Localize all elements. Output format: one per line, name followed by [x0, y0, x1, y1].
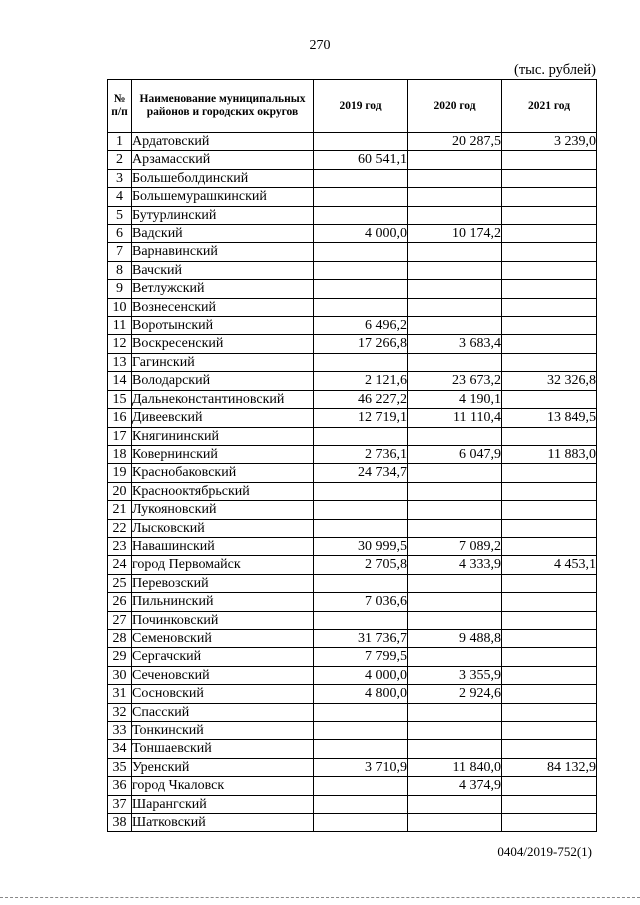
row-number: 17 — [108, 427, 132, 445]
row-number: 29 — [108, 648, 132, 666]
value-2019: 24 734,7 — [314, 464, 408, 482]
value-2019 — [314, 169, 408, 187]
table-row — [108, 703, 597, 721]
value-2019: 30 999,5 — [314, 537, 408, 555]
district-name: Гагинский — [132, 353, 314, 371]
row-number: 35 — [108, 758, 132, 776]
value-2021 — [502, 519, 597, 537]
district-name: Ардатовский — [132, 133, 314, 151]
district-name: Уренский — [132, 758, 314, 776]
value-2020 — [408, 740, 502, 758]
district-name: Навашинский — [132, 537, 314, 555]
district-name: Лукояновский — [132, 501, 314, 519]
value-2021 — [502, 390, 597, 408]
district-name: Большемурашкинский — [132, 188, 314, 206]
row-number: 1 — [108, 133, 132, 151]
value-2019: 4 000,0 — [314, 225, 408, 243]
district-name: Воскресенский — [132, 335, 314, 353]
value-2021 — [502, 464, 597, 482]
table-row — [108, 722, 597, 740]
value-2019: 4 000,0 — [314, 666, 408, 684]
table-row — [108, 482, 597, 500]
value-2019 — [314, 261, 408, 279]
row-number: 10 — [108, 298, 132, 316]
page-number: 270 — [309, 38, 331, 53]
table-row — [108, 556, 597, 574]
value-2019: 12 719,1 — [314, 409, 408, 427]
value-2020: 3 683,4 — [408, 335, 502, 353]
value-2021 — [502, 593, 597, 611]
value-2021: 13 849,5 — [502, 409, 597, 427]
table-row — [108, 427, 597, 445]
value-2019 — [314, 188, 408, 206]
table-header-row — [108, 80, 597, 133]
value-2021 — [502, 814, 597, 832]
value-2021 — [502, 188, 597, 206]
value-2021 — [502, 795, 597, 813]
value-2019 — [314, 206, 408, 224]
value-2020 — [408, 501, 502, 519]
document-code: 0404/2019-752(1) — [497, 844, 592, 859]
value-2021: 11 883,0 — [502, 445, 597, 463]
value-2021: 3 239,0 — [502, 133, 597, 151]
table-row — [108, 133, 597, 151]
value-2021 — [502, 243, 597, 261]
district-name: Арзамасский — [132, 151, 314, 169]
row-number: 37 — [108, 795, 132, 813]
district-name: Воротынский — [132, 317, 314, 335]
value-2019 — [314, 722, 408, 740]
table-row — [108, 537, 597, 555]
row-number: 38 — [108, 814, 132, 832]
value-2019: 31 736,7 — [314, 629, 408, 647]
value-2021 — [502, 151, 597, 169]
table-row — [108, 593, 597, 611]
row-number: 27 — [108, 611, 132, 629]
value-2020: 4 374,9 — [408, 777, 502, 795]
row-number: 25 — [108, 574, 132, 592]
table-row — [108, 501, 597, 519]
row-number: 28 — [108, 629, 132, 647]
district-name: Вознесенский — [132, 298, 314, 316]
table-row — [108, 151, 597, 169]
table-row — [108, 777, 597, 795]
table-row — [108, 445, 597, 463]
district-name: Володарский — [132, 372, 314, 390]
value-2020 — [408, 703, 502, 721]
value-2019 — [314, 814, 408, 832]
value-2020: 4 190,1 — [408, 390, 502, 408]
row-number: 12 — [108, 335, 132, 353]
district-name: Краснооктябрьский — [132, 482, 314, 500]
value-2019 — [314, 280, 408, 298]
value-2020 — [408, 593, 502, 611]
value-2019 — [314, 795, 408, 813]
value-2021 — [502, 353, 597, 371]
value-2020: 10 174,2 — [408, 225, 502, 243]
value-2020: 2 924,6 — [408, 685, 502, 703]
row-number: 20 — [108, 482, 132, 500]
value-2021: 4 453,1 — [502, 556, 597, 574]
row-number: 22 — [108, 519, 132, 537]
value-2019: 60 541,1 — [314, 151, 408, 169]
value-2020 — [408, 169, 502, 187]
district-name: Ковернинский — [132, 445, 314, 463]
table-row — [108, 629, 597, 647]
row-number: 30 — [108, 666, 132, 684]
header-2019: 2019 год — [314, 80, 408, 133]
row-number: 6 — [108, 225, 132, 243]
district-name: Краснобаковский — [132, 464, 314, 482]
value-2020 — [408, 722, 502, 740]
table-row — [108, 409, 597, 427]
value-2019 — [314, 519, 408, 537]
row-number: 3 — [108, 169, 132, 187]
table-row — [108, 814, 597, 832]
header-num: № п/п — [108, 80, 132, 133]
value-2021 — [502, 225, 597, 243]
row-number: 32 — [108, 703, 132, 721]
value-2020 — [408, 574, 502, 592]
value-2019: 17 266,8 — [314, 335, 408, 353]
row-number: 9 — [108, 280, 132, 298]
table-row — [108, 298, 597, 316]
value-2019: 3 710,9 — [314, 758, 408, 776]
value-2021 — [502, 501, 597, 519]
row-number: 26 — [108, 593, 132, 611]
value-2020: 23 673,2 — [408, 372, 502, 390]
table-body — [108, 133, 597, 832]
district-name: Сосновский — [132, 685, 314, 703]
budget-table — [107, 79, 597, 832]
value-2019: 7 799,5 — [314, 648, 408, 666]
value-2021 — [502, 666, 597, 684]
district-name: Вадский — [132, 225, 314, 243]
value-2019: 46 227,2 — [314, 390, 408, 408]
row-number: 7 — [108, 243, 132, 261]
value-2020 — [408, 261, 502, 279]
value-2020 — [408, 814, 502, 832]
header-name: Наименование муниципальных районов и городских округов — [132, 80, 314, 133]
value-2020 — [408, 243, 502, 261]
district-name: город Первомайск — [132, 556, 314, 574]
row-number: 23 — [108, 537, 132, 555]
value-2019 — [314, 501, 408, 519]
district-name: Большеболдинский — [132, 169, 314, 187]
row-number: 8 — [108, 261, 132, 279]
table-row — [108, 390, 597, 408]
district-name: Дальнеконстантиновский — [132, 390, 314, 408]
value-2020: 3 355,9 — [408, 666, 502, 684]
row-number: 16 — [108, 409, 132, 427]
table-row — [108, 188, 597, 206]
district-name: Лысковский — [132, 519, 314, 537]
value-2019: 2 705,8 — [314, 556, 408, 574]
table-row — [108, 519, 597, 537]
value-2021 — [502, 169, 597, 187]
row-number: 21 — [108, 501, 132, 519]
value-2021 — [502, 629, 597, 647]
value-2021 — [502, 335, 597, 353]
row-number: 34 — [108, 740, 132, 758]
table-row — [108, 353, 597, 371]
value-2020: 11 110,4 — [408, 409, 502, 427]
value-2019 — [314, 298, 408, 316]
value-2021 — [502, 648, 597, 666]
value-2020 — [408, 611, 502, 629]
value-2021 — [502, 574, 597, 592]
value-2020 — [408, 188, 502, 206]
value-2019 — [314, 482, 408, 500]
row-number: 19 — [108, 464, 132, 482]
value-2021 — [502, 280, 597, 298]
row-number: 5 — [108, 206, 132, 224]
table-row — [108, 666, 597, 684]
value-2021 — [502, 206, 597, 224]
value-2020 — [408, 317, 502, 335]
value-2019 — [314, 740, 408, 758]
table-row — [108, 280, 597, 298]
table-row — [108, 317, 597, 335]
district-name: Тонкинский — [132, 722, 314, 740]
value-2020: 9 488,8 — [408, 629, 502, 647]
table-row — [108, 372, 597, 390]
district-name: город Чкаловск — [132, 777, 314, 795]
row-number: 11 — [108, 317, 132, 335]
table-row — [108, 243, 597, 261]
district-name: Тоншаевский — [132, 740, 314, 758]
row-number: 13 — [108, 353, 132, 371]
value-2021 — [502, 427, 597, 445]
value-2020: 7 089,2 — [408, 537, 502, 555]
header-2020: 2020 год — [408, 80, 502, 133]
table-row — [108, 574, 597, 592]
table-row — [108, 648, 597, 666]
value-2020 — [408, 280, 502, 298]
value-2021 — [502, 261, 597, 279]
table-row — [108, 206, 597, 224]
table-row — [108, 169, 597, 187]
value-2021: 84 132,9 — [502, 758, 597, 776]
value-2020 — [408, 427, 502, 445]
district-name: Сеченовский — [132, 666, 314, 684]
table-row — [108, 795, 597, 813]
row-number: 31 — [108, 685, 132, 703]
row-number: 24 — [108, 556, 132, 574]
units-label: (тыс. рублей) — [514, 62, 596, 78]
district-name: Спасский — [132, 703, 314, 721]
district-name: Бутурлинский — [132, 206, 314, 224]
value-2021 — [502, 685, 597, 703]
district-name: Семеновский — [132, 629, 314, 647]
value-2020 — [408, 151, 502, 169]
table-row — [108, 740, 597, 758]
value-2021 — [502, 722, 597, 740]
value-2019 — [314, 574, 408, 592]
bottom-divider — [0, 897, 640, 898]
table-row — [108, 335, 597, 353]
table-row — [108, 261, 597, 279]
value-2020: 11 840,0 — [408, 758, 502, 776]
value-2021 — [502, 611, 597, 629]
value-2019: 2 736,1 — [314, 445, 408, 463]
row-number: 15 — [108, 390, 132, 408]
value-2020 — [408, 353, 502, 371]
row-number: 4 — [108, 188, 132, 206]
value-2020 — [408, 298, 502, 316]
value-2019: 6 496,2 — [314, 317, 408, 335]
district-name: Княгининский — [132, 427, 314, 445]
value-2019: 2 121,6 — [314, 372, 408, 390]
value-2021 — [502, 740, 597, 758]
value-2019 — [314, 703, 408, 721]
value-2020: 20 287,5 — [408, 133, 502, 151]
value-2021 — [502, 482, 597, 500]
value-2020 — [408, 795, 502, 813]
value-2021 — [502, 537, 597, 555]
district-name: Шатковский — [132, 814, 314, 832]
value-2021 — [502, 777, 597, 795]
table-row — [108, 464, 597, 482]
table-row — [108, 758, 597, 776]
value-2019 — [314, 777, 408, 795]
value-2019 — [314, 427, 408, 445]
value-2021 — [502, 298, 597, 316]
value-2021: 32 326,8 — [502, 372, 597, 390]
district-name: Шарангский — [132, 795, 314, 813]
table-row — [108, 225, 597, 243]
value-2020 — [408, 519, 502, 537]
value-2020: 4 333,9 — [408, 556, 502, 574]
district-name: Сергачский — [132, 648, 314, 666]
district-name: Дивеевский — [132, 409, 314, 427]
district-name: Починковский — [132, 611, 314, 629]
value-2020 — [408, 648, 502, 666]
table-row — [108, 611, 597, 629]
value-2020 — [408, 464, 502, 482]
district-name: Вачский — [132, 261, 314, 279]
district-name: Варнавинский — [132, 243, 314, 261]
row-number: 14 — [108, 372, 132, 390]
row-number: 36 — [108, 777, 132, 795]
header-2021: 2021 год — [502, 80, 597, 133]
row-number: 2 — [108, 151, 132, 169]
value-2019 — [314, 353, 408, 371]
value-2020 — [408, 206, 502, 224]
district-name: Перевозский — [132, 574, 314, 592]
value-2019: 4 800,0 — [314, 685, 408, 703]
value-2019 — [314, 243, 408, 261]
district-name: Ветлужский — [132, 280, 314, 298]
value-2019 — [314, 133, 408, 151]
value-2021 — [502, 317, 597, 335]
value-2020 — [408, 482, 502, 500]
value-2019 — [314, 611, 408, 629]
table-row — [108, 685, 597, 703]
row-number: 33 — [108, 722, 132, 740]
value-2021 — [502, 703, 597, 721]
value-2019: 7 036,6 — [314, 593, 408, 611]
value-2020: 6 047,9 — [408, 445, 502, 463]
district-name: Пильнинский — [132, 593, 314, 611]
row-number: 18 — [108, 445, 132, 463]
